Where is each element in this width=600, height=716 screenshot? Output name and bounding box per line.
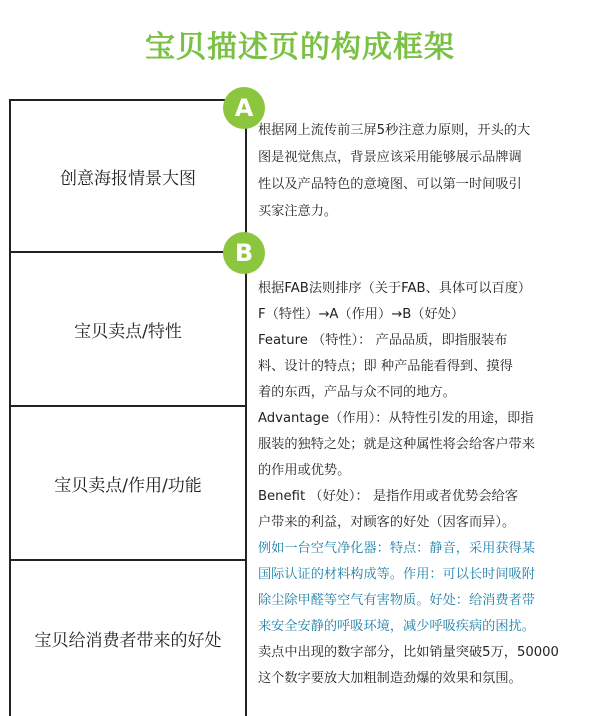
example-line: 除尘除甲醛等空气有害物质。好处：给消费者带 <box>258 593 535 608</box>
section-a-text <box>258 117 594 225</box>
text-line: Benefit （好处）： 是指作用或者优势会给客 <box>258 489 518 504</box>
cell-selling-point-function: 宝贝卖点/作用/功能 <box>54 475 202 496</box>
section-b-text <box>258 276 594 692</box>
text-line: 卖点中出现的数字部分，比如销量突破5万，50000 <box>258 645 559 660</box>
text-line: Advantage（作用）：从特性引发的用途，即指 <box>258 411 534 426</box>
badge-b: B <box>223 232 265 274</box>
page-title: 宝贝描述页的构成框架 <box>145 30 455 65</box>
cell-selling-point-feature: 宝贝卖点/特性 <box>74 321 182 342</box>
text-line: 根据网上流传前三屏5秒注意力原则，开头的大 <box>258 123 531 138</box>
example-line: 来安全安静的呼吸环境，减少呼吸疾病的困扰。 <box>258 619 535 634</box>
badge-a: A <box>223 87 265 129</box>
text-line: 性以及产品特色的意境图、可以第一时间吸引 <box>258 177 522 192</box>
text-line: 的作用或优势。 <box>258 463 351 478</box>
text-line: 料、设计的特点；即 种产品能看得到、摸得 <box>258 359 513 374</box>
text-line: F（特性）→A（作用）→B（好处） <box>258 307 465 322</box>
text-line: 户带来的利益，对顾客的好处（因客而异）。 <box>258 515 516 530</box>
example-line: 国际认证的材料构成等。作用：可以长时间吸附 <box>258 567 535 582</box>
text-line: 服装的独特之处；就是这种属性将会给客户带来 <box>258 437 535 452</box>
text-line: Feature （特性）： 产品品质，即指服装布 <box>258 333 508 348</box>
text-line: 着的东西，产品与众不同的地方。 <box>258 385 456 400</box>
cell-hero-image: 创意海报情景大图 <box>60 168 196 189</box>
text-line: 图是视觉焦点，背景应该采用能够展示品牌调 <box>258 150 522 165</box>
cell-consumer-benefit: 宝贝给消费者带来的好处 <box>34 631 222 651</box>
text-line: 根据FAB法则排序（关于FAB、具体可以百度） <box>258 281 532 296</box>
example-line: 例如一台空气净化器：特点：静音，采用获得某 <box>258 541 535 556</box>
text-line: 买家注意力。 <box>258 204 338 219</box>
text-line: 这个数字要放大加粗制造劲爆的效果和氛围。 <box>258 671 522 686</box>
